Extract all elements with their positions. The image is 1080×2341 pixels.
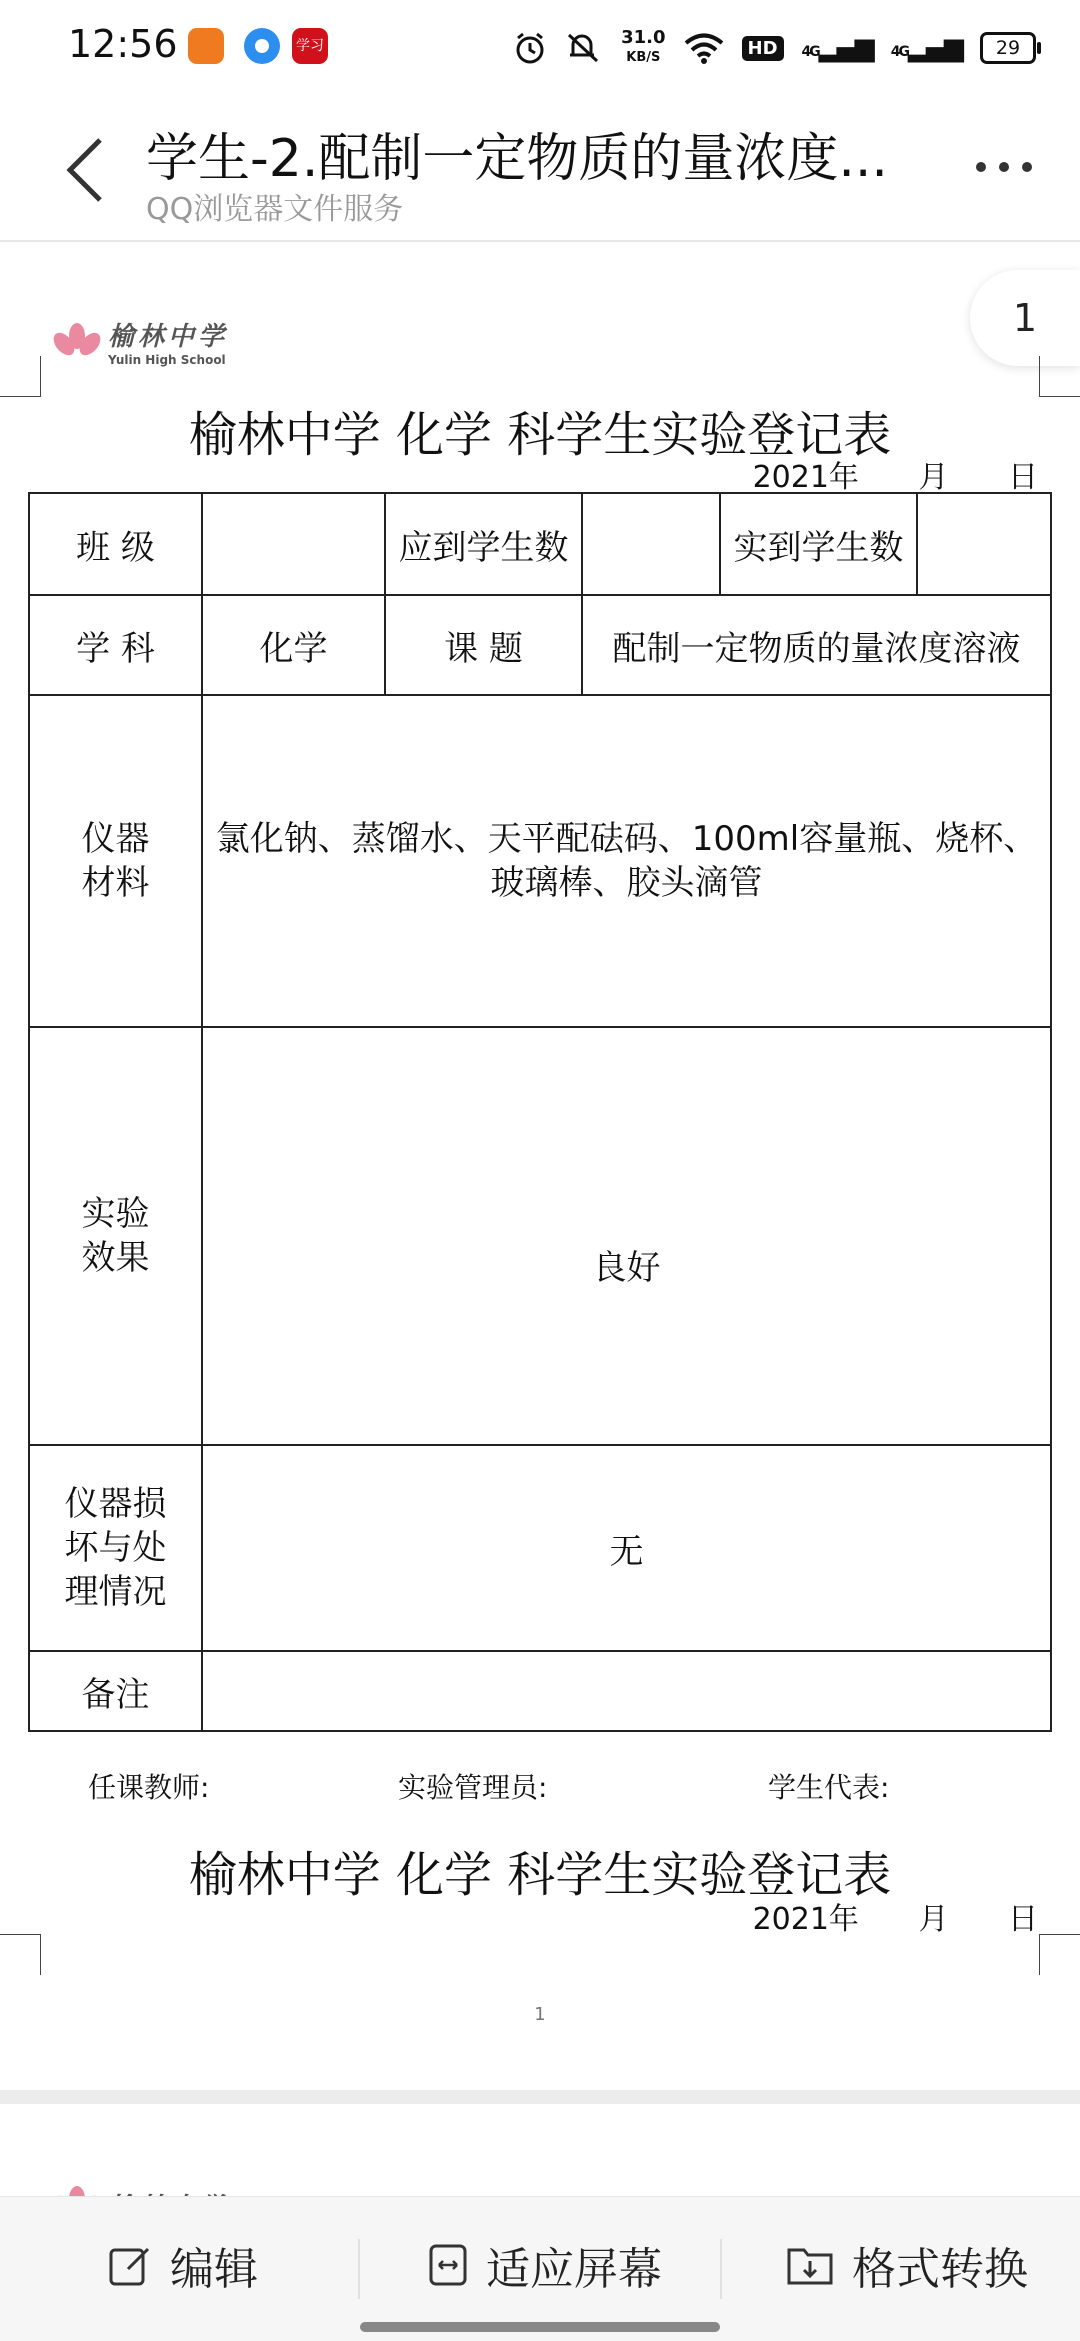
- table-cell: [29, 1027, 202, 1445]
- page-number: 1: [534, 2004, 546, 2025]
- page-corner-mark: [0, 1934, 41, 1975]
- table-row: [29, 1651, 1051, 1731]
- toolbar-divider: [358, 2239, 360, 2299]
- teacher-signature-label: 任课教师:: [88, 1771, 210, 1804]
- row-label: 仪器损坏与处理情况: [64, 1484, 167, 1612]
- format-convert-button[interactable]: [786, 2227, 1028, 2303]
- table-cell: [29, 695, 202, 1027]
- table-row: [29, 695, 1051, 1027]
- logo-text-en: Yulin High School: [108, 353, 226, 367]
- document-source: QQ浏览器文件服务: [146, 192, 404, 227]
- table-cell: 化学: [202, 595, 385, 695]
- table-cell: [582, 493, 720, 595]
- row-label: 实验效果: [81, 1194, 150, 1278]
- registration-table: [28, 492, 1052, 1732]
- notification-app-icon: [244, 28, 280, 64]
- format-convert-label: 格式转换: [852, 2244, 1028, 2295]
- signal-icon: 4G▂▄▆: [801, 33, 873, 63]
- school-logo: [54, 316, 228, 367]
- back-button[interactable]: [56, 132, 126, 202]
- next-page-preview: [0, 2104, 1080, 2194]
- table-cell: [917, 493, 1051, 595]
- app-header: [0, 96, 1080, 242]
- folder-download-icon: [786, 2244, 834, 2286]
- page-corner-mark: [0, 356, 41, 397]
- table-cell: 良好: [202, 1027, 1051, 1445]
- admin-signature-label: 实验管理员:: [398, 1771, 548, 1804]
- logo-text-cn: 榆林中学: [108, 322, 229, 352]
- battery-icon: 29: [980, 32, 1036, 64]
- bottom-toolbar: [0, 2196, 1080, 2341]
- school-emblem-icon: [54, 319, 100, 365]
- more-dot-icon: [976, 162, 986, 172]
- status-time: 12:56: [68, 22, 178, 66]
- table-cell: [29, 1445, 202, 1651]
- student-rep-signature-label: 学生代表:: [768, 1771, 890, 1804]
- page-corner-mark: [1039, 356, 1080, 397]
- table-cell: [202, 1651, 1051, 1731]
- more-options-button[interactable]: [964, 152, 1044, 182]
- edit-icon: [108, 2243, 152, 2287]
- table-cell: 班 级: [29, 493, 202, 595]
- table-cell: 无: [202, 1445, 1051, 1651]
- signal-icon: 4G▂▄▆: [890, 33, 962, 63]
- notification-xuexi-icon: 学习: [292, 28, 328, 64]
- edit-button[interactable]: [108, 2227, 258, 2303]
- table-row: [29, 1445, 1051, 1651]
- fit-width-icon: [428, 2243, 468, 2287]
- table-cell: 备注: [29, 1651, 202, 1731]
- alarm-icon: [513, 31, 547, 65]
- network-speed: [621, 29, 665, 67]
- speed-value: 31.0: [621, 27, 666, 48]
- table-cell: [202, 493, 385, 595]
- mute-icon: [565, 31, 603, 65]
- form-date: 2021年 月 日: [752, 1902, 1038, 1937]
- hd-voice-badge: HD: [742, 36, 784, 61]
- page-indicator: 1: [970, 270, 1080, 366]
- speed-unit: KB/S: [626, 50, 661, 65]
- table-cell: 氯化钠、蒸馏水、天平配砝码、100ml容量瓶、烧杯、玻璃棒、胶头滴管: [202, 695, 1051, 1027]
- home-indicator[interactable]: [360, 2322, 720, 2332]
- signal-label: 4G: [801, 44, 819, 60]
- edit-label: 编辑: [170, 2244, 258, 2295]
- signal-label: 4G: [890, 44, 908, 60]
- toolbar-divider: [720, 2239, 722, 2299]
- table-row: [29, 493, 1051, 595]
- document-title: 学生-2.配制一定物质的量浓度...: [146, 129, 888, 189]
- form-title: 榆林中学 化学 科学生实验登记表: [188, 1847, 892, 1903]
- status-bar: [0, 0, 1080, 96]
- fit-screen-button[interactable]: [428, 2227, 662, 2303]
- table-cell: 课 题: [385, 595, 582, 695]
- status-indicators: [513, 24, 1036, 72]
- row-label: 仪器材料: [81, 819, 150, 903]
- table-row: [29, 595, 1051, 695]
- chevron-left-icon: [56, 132, 126, 202]
- table-cell: 应到学生数: [385, 493, 582, 595]
- form-title: 榆林中学 化学 科学生实验登记表: [188, 407, 892, 463]
- table-cell: 配制一定物质的量浓度溶液: [582, 595, 1051, 695]
- more-dot-icon: [1022, 162, 1032, 172]
- table-row: [29, 1027, 1051, 1445]
- page-separator: [0, 2090, 1080, 2104]
- table-cell: 学 科: [29, 595, 202, 695]
- fit-screen-label: 适应屏幕: [486, 2244, 662, 2295]
- page-corner-mark: [1039, 1934, 1080, 1975]
- table-cell: 实到学生数: [720, 493, 917, 595]
- wifi-icon: [684, 32, 724, 64]
- form-date: 2021年 月 日: [752, 460, 1038, 495]
- more-dot-icon: [999, 162, 1009, 172]
- notification-app-icon: [188, 28, 224, 64]
